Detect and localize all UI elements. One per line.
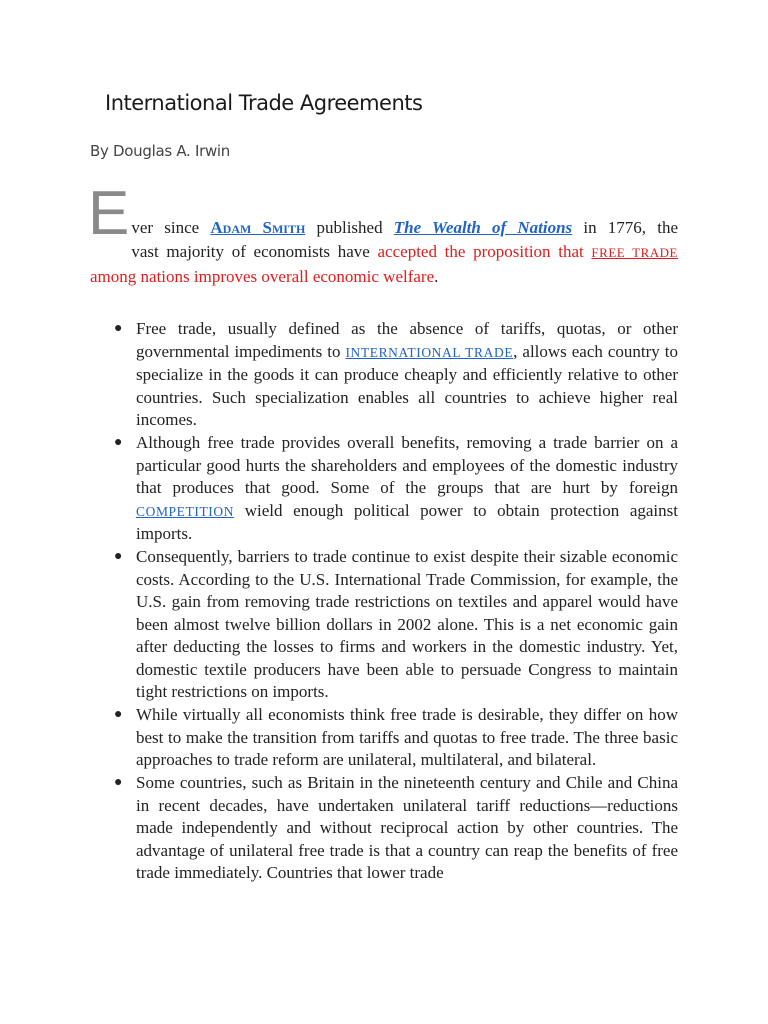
list-item-text-post: wield enough political power to obtain protection against imports.: [136, 500, 678, 543]
list-item-text: While virtually all economists think free trade is desirable, they differ on how best to make the transition from tariffs and quotas to free trade. The three basic approaches to trade reform are unilateral, multilateral, and bilateral.: [136, 705, 678, 769]
free-trade-link[interactable]: FREE TRADE: [591, 245, 678, 260]
bullet-icon: ●: [114, 707, 123, 722]
bullet-icon: ●: [114, 549, 123, 564]
list-item-text: Some countries, such as Britain in the nineteenth century and Chile and China in recent decades, have undertaken unilateral tariff reductions—reductions made independently and without reciprocal action by other countries. The advantage of unilateral free trade is that a country can reap the benefits of free trade immediately. Countries that lower trade: [136, 773, 678, 882]
page-title: International Trade Agreements: [105, 91, 423, 115]
intro-text-2: published: [305, 218, 394, 237]
competition-link[interactable]: COMPETITION: [136, 503, 235, 519]
list-item: [111, 432, 678, 546]
bullet-icon: ●: [114, 435, 123, 450]
international-trade-link[interactable]: INTERNATIONAL TRADE: [345, 344, 514, 360]
list-item: [111, 318, 678, 432]
drop-cap: E: [88, 179, 130, 248]
intro-emphasis-2: among nations improves overall economic welfare: [90, 267, 435, 286]
author-byline: By Douglas A. Irwin: [90, 142, 231, 160]
bullet-icon: ●: [114, 775, 123, 790]
intro-emphasis-1: accepted the proposition that: [377, 242, 584, 261]
key-points-list: [111, 318, 678, 885]
list-item-text-post: , allows each country to specialize in the goods it can produce cheaply and efficiently relative to other countries. Such specialization enables all countries to achieve higher real incomes.: [136, 341, 678, 429]
adam-smith-link[interactable]: Adam Smith: [210, 218, 306, 237]
list-item: [111, 546, 678, 704]
intro-first-line: [88, 179, 678, 248]
list-item: [111, 772, 678, 885]
list-item: [111, 704, 678, 772]
intro-text-4: .: [434, 267, 439, 286]
intro-text-3b: vast majority of economists have: [131, 242, 378, 261]
list-item-text-pre: Although free trade provides overall benefits, removing a trade barrier on a particular good hurts the shareholders and employees of the domestic industry that produces that good. Some of the groups that are hurt by foreign: [136, 433, 678, 497]
list-item-text-pre: Free trade, usually defined as the absence of tariffs, quotas, or other governmental impediments to: [136, 319, 678, 361]
bullet-icon: ●: [114, 321, 123, 336]
intro-text-1: ver since: [131, 218, 211, 237]
wealth-of-nations-link[interactable]: The Wealth of Nations: [393, 218, 573, 237]
intro-text-3a: in 1776, the: [572, 218, 678, 237]
intro-paragraph: [88, 179, 678, 289]
list-item-text: Consequently, barriers to trade continue to exist despite their sizable economic costs. According to the U.S. International Trade Commission, for example, the U.S. gain from removing trade restrictions on textiles and apparel would have been almost twelve billion dollars in 2002 alone. This is a net economic gain after deducting the losses to firms and workers in the domestic industry. Yet, domestic textile producers have been able to persuade Congress to maintain tight restrictions on imports.: [136, 547, 678, 701]
